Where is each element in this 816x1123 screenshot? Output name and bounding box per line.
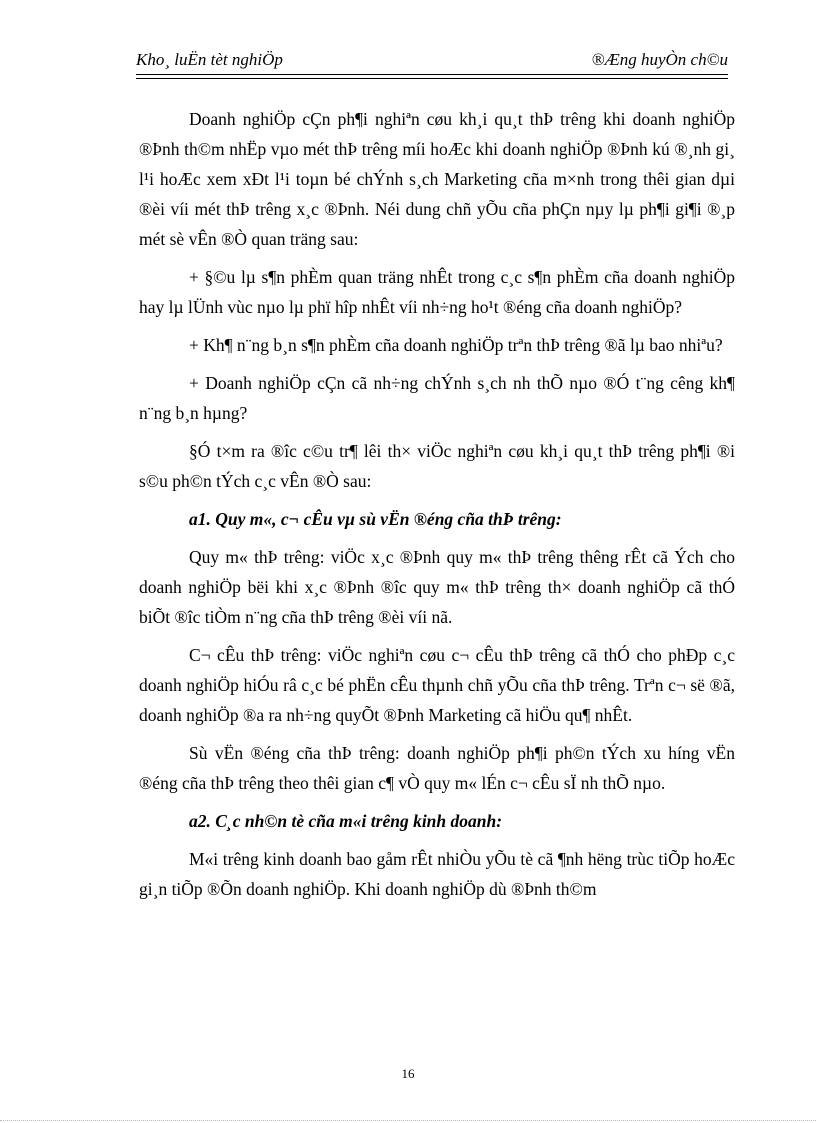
paragraph-intro: Doanh nghiÖp cÇn ph¶i nghiªn cøu kh¸i qu¸t thÞ trêng khi doanh nghiÖp ®Þnh th©m nhËp vµo mét thÞ trêng míi hoÆc khi doanh nghiÖp ®Þnh kú ®¸nh gi¸ l¹i hoÆc xem xÐt l¹i toµn bé chÝnh s¸ch Marketing cña m×nh trong thêi gian dµi ®èi víi mét thÞ trêng x¸c ®Þnh. Néi dung chñ yÕu cña phÇn nµy lµ ph¶i gi¶i ®¸p mét sè vÊn ®Ò quan träng sau:	[139, 109, 735, 249]
subheading-a2: a2. C¸c nh©n tè cña m«i trêng kinh doanh:	[189, 811, 503, 831]
paragraph-market-structure: C¬ cÊu thÞ trêng: viÖc nghiªn cøu c¬ cÊu thÞ trêng cã thÓ cho phÐp c¸c doanh nghiÖp hiÓu râ c¸c bé phËn cÊu thµnh chñ yÕu cña thÞ trêng. Trªn c¬ së ®ã, doanh nghiÖp ®a ra nh÷ng quyÕt ®Þnh Marketing cã hiÖu qu¶ nhÊt.	[139, 645, 735, 725]
page-bottom-divider	[0, 1120, 816, 1121]
page-number: 16	[401, 1066, 415, 1081]
paragraph-market-movement: Sù vËn ®éng cña thÞ trêng: doanh nghiÖp ph¶i ph©n tÝch xu híng vËn ®éng cña thÞ trêng theo thêi gian c¶ vÒ quy m« lÉn c¬ cÊu sÏ nh thÕ nµo.	[139, 743, 735, 793]
paragraph-business-environment: M«i trêng kinh doanh bao gåm rÊt nhiÒu yÕu tè cã ¶nh hëng trùc tiÕp hoÆc gi¸n tiÕp ®Õn doanh nghiÖp. Khi doanh nghiÖp dù ®Þnh th©m	[139, 849, 735, 899]
body-text	[139, 104, 735, 912]
paragraph-question-1: + §©u lµ s¶n phÈm quan träng nhÊt trong c¸c s¶n phÈm cña doanh nghiÖp hay lµ lÜnh vùc nµo lµ phï hîp nhÊt víi nh÷ng ho¹t ®éng cña doanh nghiÖp?	[139, 267, 735, 317]
paragraph-question-2: + Kh¶ n¨ng b¸n s¶n phÈm cña doanh nghiÖp trªn thÞ trêng ®ã lµ bao nhiªu?	[189, 335, 723, 355]
subheading-a1: a1. Quy m«, c¬ cÊu vµ sù vËn ®éng cña thÞ trêng:	[189, 509, 562, 529]
header-title-left: Kho¸ luËn tèt nghiÖp	[136, 50, 283, 69]
header-rule-thin	[136, 78, 728, 79]
header-rule-thick	[136, 74, 728, 75]
paragraph-market-size: Quy m« thÞ trêng: viÖc x¸c ®Þnh quy m« thÞ trêng thêng rÊt cã Ých cho doanh nghiÖp bëi khi x¸c ®Þnh ®îc quy m« thÞ trêng th× doanh nghiÖp cã thÓ biÕt ®îc tiÒm n¨ng cña thÞ trêng ®èi víi nã.	[139, 547, 735, 627]
paragraph-analysis: §Ó t×m ra ®îc c©u tr¶ lêi th× viÖc nghiªn cøu kh¸i qu¸t thÞ trêng ph¶i ®i s©u ph©n tÝch c¸c vÊn ®Ò sau:	[139, 441, 735, 491]
page-header	[136, 50, 728, 74]
paragraph-question-3: + Doanh nghiÖp cÇn cã nh÷ng chÝnh s¸ch nh thÕ nµo ®Ó t¨ng cêng kh¶ n¨ng b¸n hµng?	[139, 373, 735, 423]
header-author-right: ®Æng huyÒn ch©u	[591, 50, 728, 69]
